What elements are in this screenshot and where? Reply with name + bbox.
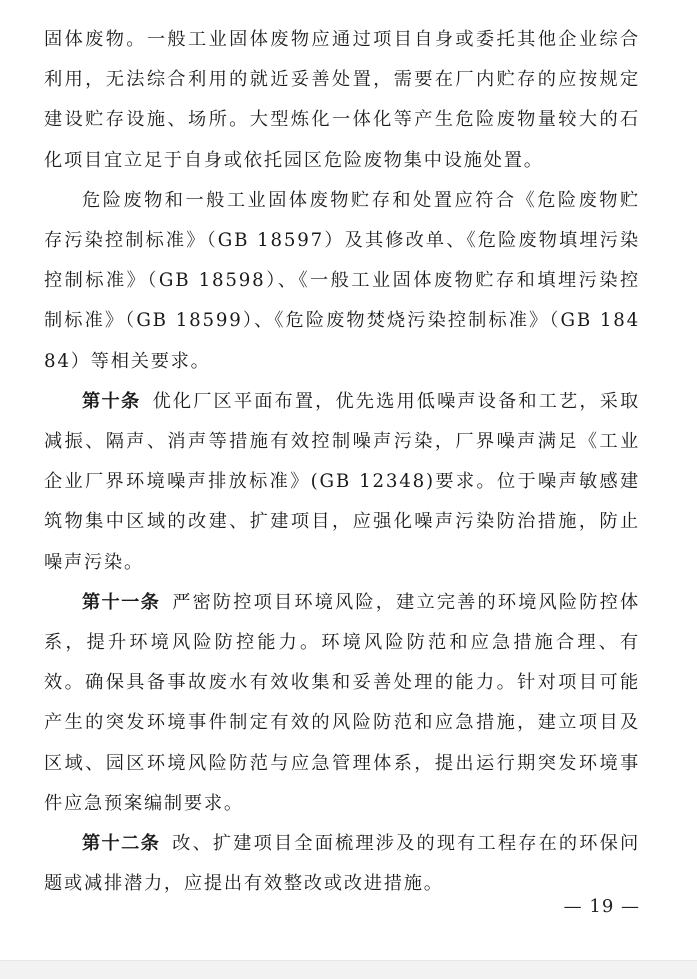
paragraph-article-10 bbox=[44, 382, 640, 583]
paragraph-article-12 bbox=[44, 824, 640, 904]
document-body bbox=[44, 20, 640, 904]
article-number: 第十二条 bbox=[82, 833, 161, 855]
paragraph-text: 优化厂区平面布置，优先选用低噪声设备和工艺，采取减振、隔声、消声等措施有效控制噪声污染，厂界噪声满足《工业企业厂界环境噪声排放标准》(GB 12348)要求。位于噪声敏感建筑物集中区域的改建、扩建项目，应强化噪声污染防治措施，防止噪声污染。 bbox=[44, 390, 640, 573]
paragraph-hazardous-waste-standards bbox=[44, 181, 640, 382]
paragraph-text: 危险废物和一般工业固体废物贮存和处置应符合《危险废物贮存污染控制标准》（GB 18597）及其修改单、《危险废物填埋污染控制标准》（GB 18598）、《一般工业固体废物贮存和填埋污染控制标准》（GB 18599）、《危险废物焚烧污染控制标准》（GB 18484）等相关要求。 bbox=[44, 189, 640, 372]
paragraph-text: 严密防控项目环境风险，建立完善的环境风险防控体系，提升环境风险防控能力。环境风险防范和应急措施合理、有效。确保具备事故废水有效收集和妥善处理的能力。针对项目可能产生的突发环境事件制定有效的风险防范和应急措施，建立项目及区域、园区环境风险防范与应急管理体系，提出运行期突发环境事件应急预案编制要求。 bbox=[44, 591, 640, 814]
paragraph-text: 改、扩建项目全面梳理涉及的现有工程存在的环保问题或减排潜力，应提出有效整改或改进措施。 bbox=[44, 833, 640, 895]
article-number: 第十条 bbox=[82, 390, 141, 412]
page-number: — 19 — bbox=[563, 896, 640, 917]
paragraph-solid-waste-continuation bbox=[44, 20, 640, 181]
paragraph-article-11 bbox=[44, 583, 640, 824]
viewer-bottom-edge bbox=[0, 960, 697, 979]
article-number: 第十一条 bbox=[82, 591, 161, 613]
paragraph-text: 固体废物。一般工业固体废物应通过项目自身或委托其他企业综合利用，无法综合利用的就近妥善处置，需要在厂内贮存的应按规定建设贮存设施、场所。大型炼化一体化等产生危险废物量较大的石化项目宜立足于自身或依托园区危险废物集中设施处置。 bbox=[44, 29, 640, 171]
